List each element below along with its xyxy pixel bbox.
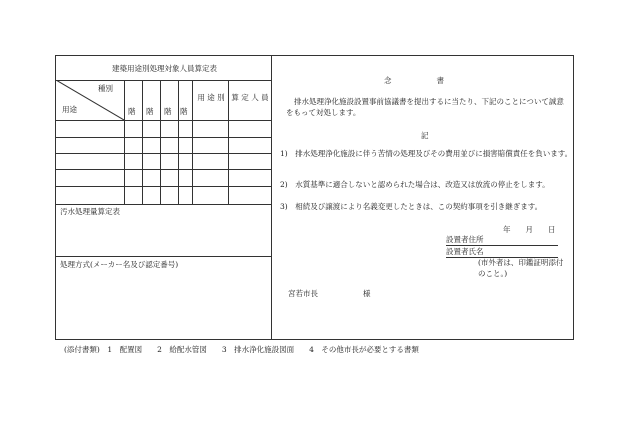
header-diagonal: [56, 80, 124, 120]
pledge-section: [272, 56, 573, 339]
floor-col: 階: [164, 107, 172, 116]
table-row: [56, 153, 271, 154]
name-label: 設置者氏名: [446, 248, 558, 258]
table-row: [56, 186, 271, 187]
floor-col: 階: [128, 107, 136, 116]
floor-col: 階: [180, 107, 188, 116]
form-frame: [55, 55, 574, 340]
type-label: 種別: [98, 84, 113, 93]
divider: [56, 256, 271, 257]
date-line: 年 月 日: [503, 225, 556, 234]
attachments-line: (添付書類) 1 配置図 2 給配水管図 3 排水浄化施設図面 4 その他市長が必要とする書類: [64, 345, 419, 354]
col-yoto-betsu: 用 途 別: [197, 93, 225, 102]
pledge-item-2: 2) 水質基準に適合しないと認められた場合は、改造又は放流の停止をします。: [280, 180, 550, 189]
addressee: 宮若市長 様: [288, 289, 371, 298]
sewage-label: 汚水処理量算定表: [60, 207, 120, 216]
use-label: 用途: [62, 105, 77, 114]
pledge-intro: 排水処理浄化施設設置事前協議書を提出するに当たり、下記のことについて誠意をもって対処します。: [286, 97, 564, 117]
table-row: [56, 169, 271, 170]
table-row: [56, 120, 271, 121]
pledge-item-1: 1) 排水処理浄化施設に伴う苦情の処理及びその費用並びに損害賠償責任を負います。: [280, 149, 573, 158]
table-row: [56, 137, 271, 138]
pledge-item-3: 3) 相続及び譲渡により名義変更したときは、この契約事項を引き継ぎます。: [280, 202, 543, 211]
address-label: 設置者住所: [446, 236, 558, 246]
table-row: [56, 204, 271, 205]
ki-label: 記: [421, 131, 429, 140]
calc-table-title: 建築用途別処理対象人員算定表: [112, 64, 217, 73]
pledge-title: 念 書: [384, 76, 444, 85]
calc-table-section: [56, 56, 272, 339]
floor-col: 階: [146, 107, 154, 116]
method-label: 処理方式(メーカー名及び認定番号): [60, 260, 179, 269]
seal-note: (市外者は、印鑑証明添付のこと。): [478, 258, 564, 278]
col-santei-jinin: 算 定 人 員: [231, 93, 269, 102]
